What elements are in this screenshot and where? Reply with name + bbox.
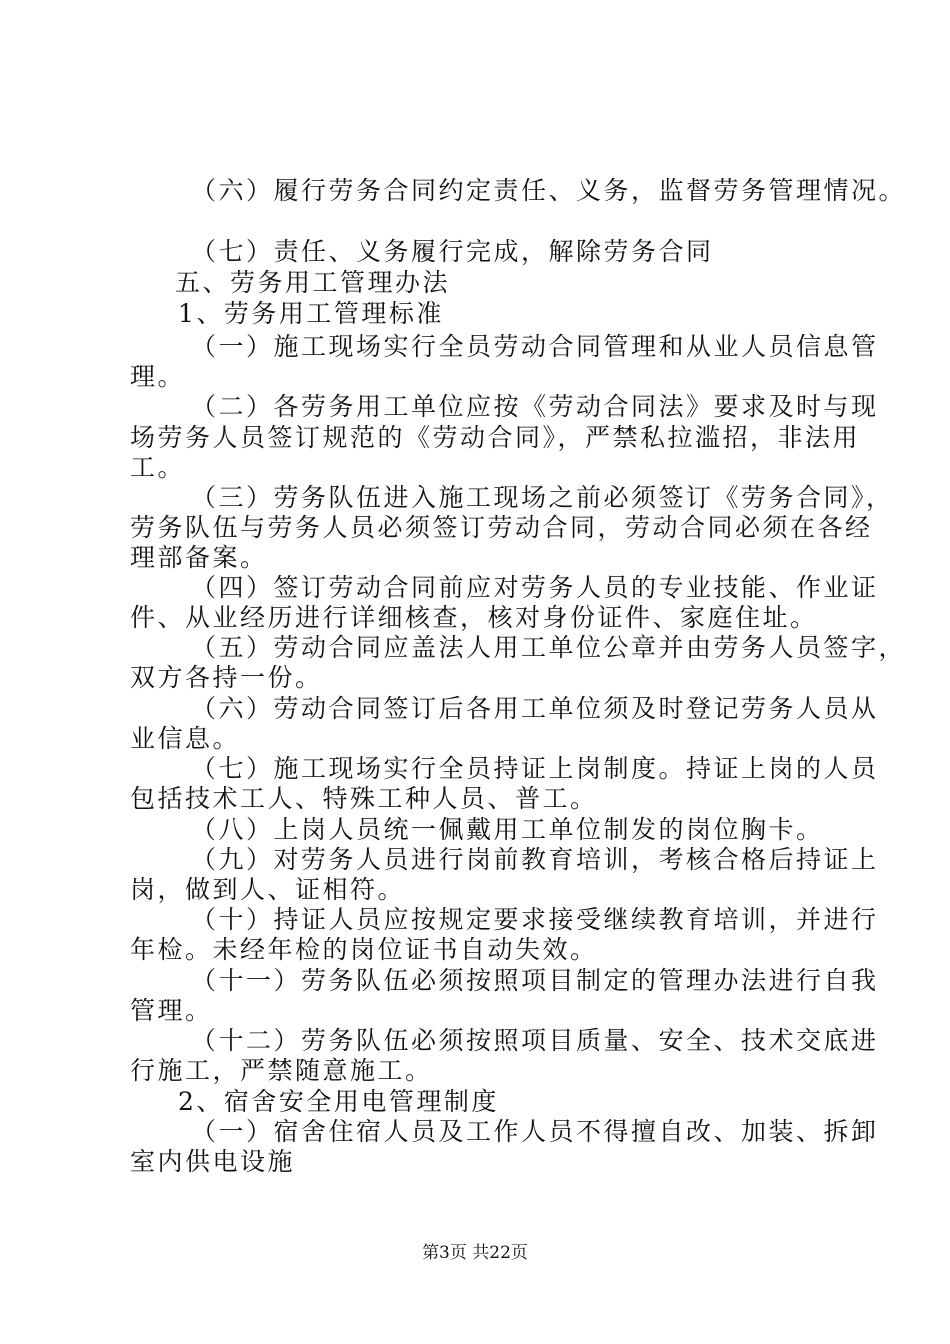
text-line: 场劳务人员签订规范的《劳动合同》，严禁私拉滥招，非法用 <box>130 423 861 452</box>
text-line: （七）施工现场实行全员持证上岗制度。持证上岗的人员 <box>191 754 879 783</box>
text-line: （五）劳动合同应盖法人用工单位公章并由劳务人员签字， <box>191 633 907 662</box>
text-line: 岗，做到人、证相符。 <box>130 875 406 904</box>
text-line: 管理。 <box>130 996 213 1025</box>
text-line: （一）施工现场实行全员劳动合同管理和从业人员信息管 <box>191 332 879 361</box>
text-line: （十二）劳务队伍必须按照项目质量、安全、技术交底进 <box>191 1026 879 1055</box>
text-line: 业信息。 <box>130 724 241 753</box>
text-line: 工。 <box>130 453 186 482</box>
text-line: 行施工，严禁随意施工。 <box>130 1056 433 1085</box>
text-line: （七）责任、义务履行完成，解除劳务合同 <box>191 237 714 266</box>
text-line: （四）签订劳动合同前应对劳务人员的专业技能、作业证 <box>191 573 879 602</box>
text-line: （二）各劳务用工单位应按《劳动合同法》要求及时与现 <box>191 392 879 421</box>
text-line: （九）对劳务人员进行岗前教育培训，考核合格后持证上 <box>191 845 879 874</box>
text-line: （一）宿舍住宿人员及工作人员不得擅自改、加装、拆卸 <box>191 1117 879 1146</box>
text-line: （八）上岗人员统一佩戴用工单位制发的岗位胸卡。 <box>191 815 824 844</box>
subsection-heading: 2、宿舍安全用电管理制度 <box>178 1087 499 1116</box>
text-line: （十）持证人员应按规定要求接受继续教育培训，并进行 <box>191 905 879 934</box>
page-number-footer: 第3页 共22页 <box>422 1243 528 1263</box>
text-line: （六）履行劳务合同约定责任、义务，监督劳务管理情况。 <box>191 176 907 205</box>
text-line: 双方各持一份。 <box>130 663 323 692</box>
text-line: （十一）劳务队伍必须按照项目制定的管理办法进行自我 <box>191 966 879 995</box>
text-line: 年检。未经年检的岗位证书自动失效。 <box>130 935 598 964</box>
text-line: （六）劳动合同签订后各用工单位须及时登记劳务人员从 <box>191 694 879 723</box>
text-line: 包括技术工人、特殊工种人员、普工。 <box>130 784 598 813</box>
text-line: 劳务队伍与劳务人员必须签订劳动合同，劳动合同必须在各经 <box>130 513 873 542</box>
subsection-heading: 1、劳务用工管理标准 <box>178 299 444 328</box>
text-line: （三）劳务队伍进入施工现场之前必须签订《劳务合同》， <box>191 483 894 512</box>
text-line: 室内供电设施 <box>130 1147 296 1176</box>
text-line: 理。 <box>130 362 186 391</box>
text-line: 理部备案。 <box>130 543 268 572</box>
text-line: 件、从业经历进行详细核查，核对身份证件、家庭住址。 <box>130 603 818 632</box>
section-heading: 五、劳务用工管理办法 <box>175 268 451 297</box>
